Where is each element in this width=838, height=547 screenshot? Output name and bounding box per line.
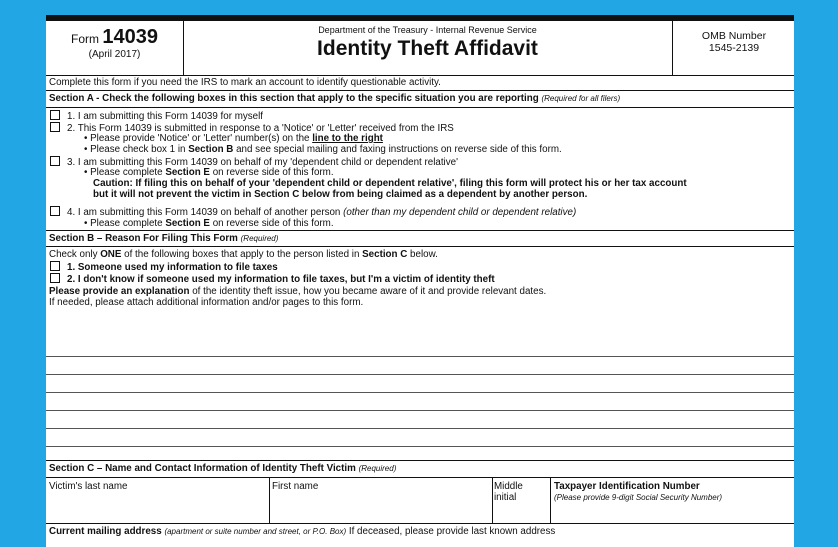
section-a-item-4-bullet: • Please complete Section E on reverse side of this form.	[84, 218, 334, 229]
department: Department of the Treasury - Internal Revenue Service	[318, 25, 537, 35]
section-a-item-3: 3. I am submitting this Form 14039 on behalf of my 'dependent child or dependent relative'	[46, 156, 794, 168]
checkbox-b2[interactable]	[50, 273, 60, 283]
section-a-item-1: 1. I am submitting this Form 14039 for myself	[46, 110, 794, 122]
omb-label: OMB Number	[701, 30, 767, 42]
title-box	[184, 21, 671, 75]
section-b-explain-1: Please provide an explanation of the identity theft issue, how you became aware of it and provide relevant dates.	[49, 286, 547, 297]
section-b-heading: Section B – Reason For Filing This Form (Required)	[49, 233, 279, 244]
form-date: (April 2017)	[88, 49, 141, 60]
section-b-item-1: 1. Someone used my information to file taxes	[46, 261, 794, 273]
form-number: 14039	[102, 26, 158, 48]
checkbox-a4[interactable]	[50, 206, 60, 216]
section-b-item-2: 2. I don't know if someone used my information to file taxes, but I'm a victim of identity theft	[46, 273, 794, 285]
checkbox-b1[interactable]	[50, 261, 60, 271]
form-sheet	[46, 15, 794, 547]
omb-number: 1545-2139	[708, 42, 760, 54]
explanation-line-5[interactable]	[46, 428, 794, 429]
explanation-line-1[interactable]	[46, 356, 794, 357]
page-title: Identity Theft Affidavit	[317, 37, 538, 60]
first-name-label: First name	[272, 481, 319, 492]
form-label: Form	[71, 32, 100, 46]
section-a-caution-2: but it will not prevent the victim in Section C below from being claimed as a dependent by another person.	[93, 189, 588, 200]
mailing-address-label: Current mailing address (apartment or suite number and street, or P.O. Box) If deceased, please provide last known address	[49, 526, 556, 537]
section-a-item-4: 4. I am submitting this Form 14039 on behalf of another person (other than my dependent child or dependent relative)	[46, 206, 794, 218]
victim-last-name-label: Victim's last name	[49, 481, 128, 492]
section-a-item-2: 2. This Form 14039 is submitted in response to a 'Notice' or 'Letter' received from the IRS	[46, 122, 794, 134]
section-a-caution-1: Caution: If filing this on behalf of your 'dependent child or dependent relative', filing this form will protect his or her tax account	[93, 178, 687, 189]
explanation-line-6[interactable]	[46, 446, 794, 447]
form-header	[46, 21, 794, 76]
explanation-line-2[interactable]	[46, 374, 794, 375]
intro-text: Complete this form if you need the IRS to mark an account to identify questionable activity.	[49, 77, 441, 88]
tin-label: Taxpayer Identification Number (Please provide 9-digit Social Security Number)	[554, 481, 723, 502]
checkbox-a3[interactable]	[50, 156, 60, 166]
checkbox-a1[interactable]	[50, 110, 60, 120]
form-number-box	[46, 21, 184, 75]
section-a-heading: Section A - Check the following boxes in this section that apply to the specific situation you are reporting (Required for all filers)	[49, 93, 621, 104]
section-a-item-3-bullet: • Please complete Section E on reverse side of this form.	[84, 167, 334, 178]
explanation-line-3[interactable]	[46, 392, 794, 393]
section-b-explain-2: If needed, please attach additional information and/or pages to this form.	[49, 297, 364, 308]
explanation-line-4[interactable]	[46, 410, 794, 411]
section-b-instruction: Check only ONE of the following boxes that apply to the person listed in Section C below.	[49, 249, 438, 260]
middle-initial-label: Middle initial	[494, 481, 523, 503]
section-a-item-2-bullet-1: • Please provide 'Notice' or 'Letter' number(s) on the line to the right	[84, 133, 383, 144]
omb-box	[672, 21, 794, 75]
checkbox-a2[interactable]	[50, 122, 60, 132]
section-c-heading: Section C – Name and Contact Information of Identity Theft Victim (Required)	[49, 463, 397, 474]
section-a-item-2-bullet-2: • Please check box 1 in Section B and see special mailing and faxing instructions on reverse side of this form.	[84, 144, 562, 155]
